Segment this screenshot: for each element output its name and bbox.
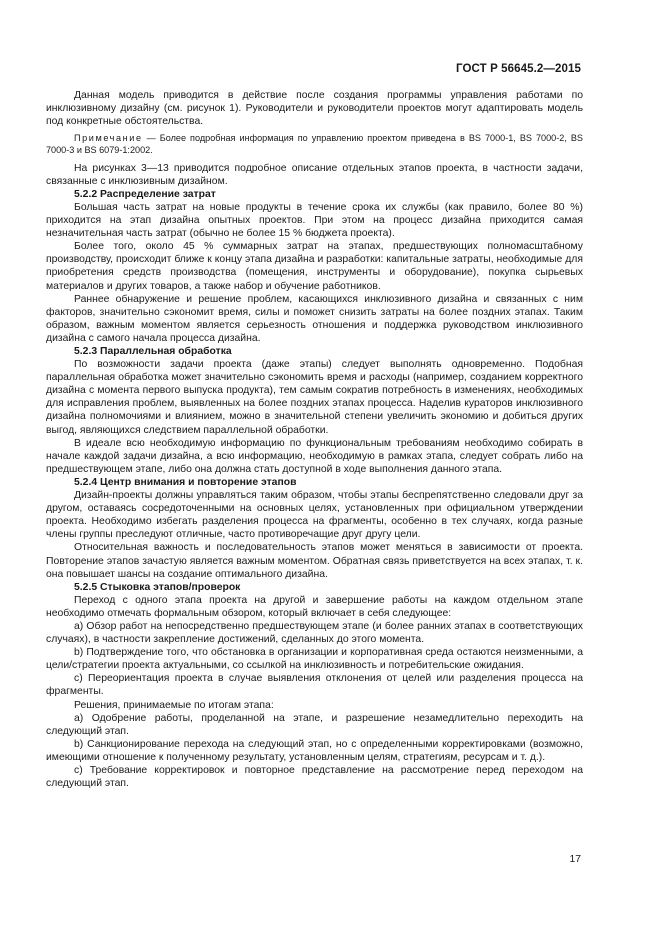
paragraph: Раннее обнаружение и решение проблем, касающихся инклюзивного дизайна и связанных с ним факторов, значительно сэкономит время, силы и поможет снизить затраты на более поздних этапах. Таким образом, важным моментом является серьезность отношения и поддержка руководством инклюзивного дизайна с самого начала процесса дизайна. (46, 293, 583, 344)
paragraph: По возможности задачи проекта (даже этапы) следует выполнять одновременно. Подобная параллельная обработка может значительно сэкономить время и расходы (например, созданием корректного дизайна с момента первого выпуска продукта), тем самым сократив потребность в изменениях, необходимых для исправления проблем, выявленных на более поздних этапах процесса. Наделив кураторов инклюзивного дизайна полномочиями и влиянием, можно в значительной степени увеличить экономию и добиться других выгод, являющихся следствием параллельной обработки. (46, 359, 583, 436)
list-item: с) Переориентация проекта в случае выявления отклонения от целей или разделения процесса на фрагменты. (46, 673, 583, 698)
document-body (46, 89, 583, 790)
paragraph: Большая часть затрат на новые продукты в течение срока их службы (как правило, более 80 %) приходится на этап дизайна опытных проектов. При этом на процесс дизайна приходится самая незначительная часть затрат (обычно не более 15 % бюджета проекта). (46, 201, 583, 240)
note-paragraph (46, 133, 583, 156)
list-item: b) Санкционирование перехода на следующий этап, но с определенными корректировками (возможно, имеющими отношение к полученному результату, установленным целям, стратегиям, ресурсам и т. д.). (46, 738, 583, 763)
list-item: с) Требование корректировок и повторное представление на рассмотрение перед переходом на следующий этап. (46, 765, 583, 790)
note-text: — Более подробная информация по управлению проектом приведена в BS 7000-1, BS 7000-2, BS 7000-3 и BS 6079-1:2002. (46, 133, 583, 155)
paragraph: В идеале всю необходимую информацию по функциональным требованиям необходимо собирать в начале каждой задачи дизайна, а всю информацию, необходимую в рамках этапа, следует собрать либо на предшествующем этапе, либо она должна стать доступной в ходе выполнения данного этапа. (46, 437, 583, 475)
paragraph: Более того, около 45 % суммарных затрат на этапах, предшествующих полномасштабному производству, происходит ближе к концу этапа дизайна и разработки: капитальные затраты, необходимые для приобретения средств производства (помещения, инструменты и оборудование), покупка сырьевых материалов и других товаров, а также набор и обучение работников. (46, 241, 583, 292)
section-title-5-2-5: 5.2.5 Стыковка этапов/проверок (74, 581, 241, 593)
section-title-5-2-3: 5.2.3 Параллельная обработка (74, 346, 232, 357)
intro-paragraph: Данная модель приводится в действие после создания программы управления работами по инклюзивному дизайну (см. рисунок 1). Руководители и руководители проектов могут адаптировать модель под конкретные обстоятельства. (46, 90, 583, 128)
paragraph: Дизайн-проекты должны управляться таким образом, чтобы этапы беспрепятственно следовали друг за другом, оставаясь сосредоточенными на основных целях, установленных при официальном утверждении проекта. Необходимо избегать разделения процесса на фрагменты, особенно в тех случаях, когда разные члены группы преследуют отличные, часто противоречащие друг другу цели. (46, 490, 583, 541)
paragraph: Решения, принимаемые по итогам этапа: (74, 699, 274, 711)
standard-header: ГОСТ Р 56645.2—2015 (456, 63, 581, 75)
list-item: b) Подтверждение того, что обстановка в организации и корпоративная среда остаются неизменными, а цели/стратегии проекта актуальными, со ссылкой на инклюзивность и потребительские ожидания. (46, 647, 583, 672)
paragraph: Переход с одного этапа проекта на другой и завершение работы на каждом отдельном этапе необходимо отмечать формальным обзором, который включает в себя следующее: (46, 594, 583, 619)
list-item: а) Обзор работ на непосредственно предшествующем этапе (и более ранних этапах в соответствующих случаях), в частности закрепление достижений, сделанных до этого момента. (46, 620, 583, 646)
section-title-5-2-4: 5.2.4 Центр внимания и повторение этапов (74, 476, 297, 488)
section-title-5-2-2: 5.2.2 Распределение затрат (74, 188, 216, 200)
list-item: а) Одобрение работы, проделанной на этапе, и разрешение незамедлительно переходить на следующий этап. (46, 712, 583, 737)
paragraph: Относительная важность и последовательность этапов может меняться в зависимости от проекта. Повторение этапов зачастую является важным моментом. Обратная связь приветствуется на всех этапах, т. к. она повышает шансы на создание оптимального дизайна. (46, 542, 583, 580)
figures-paragraph: На рисунках 3—13 приводится подробное описание отдельных этапов проекта, в частности задачи, связанные с инклюзивным дизайном. (46, 162, 583, 187)
page-number: 17 (569, 854, 581, 865)
note-label: Примечание (74, 133, 143, 144)
